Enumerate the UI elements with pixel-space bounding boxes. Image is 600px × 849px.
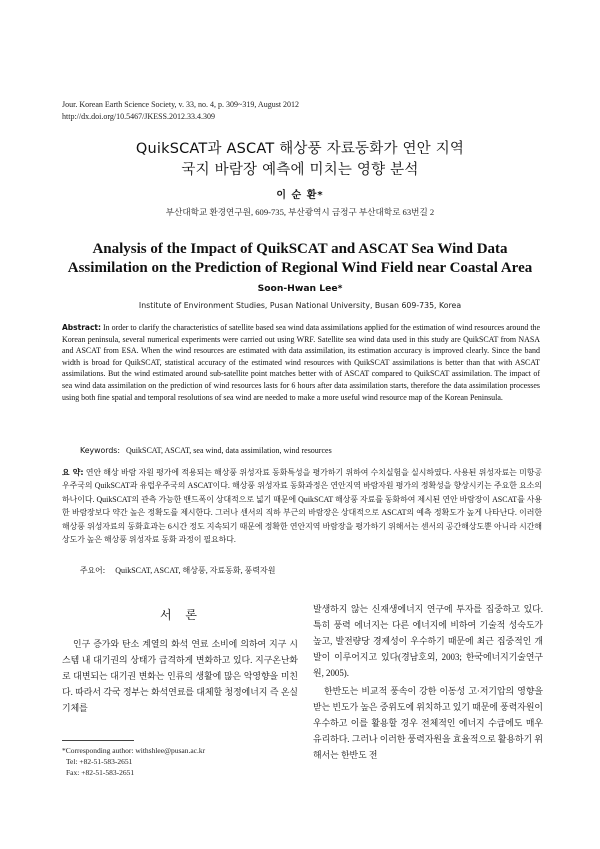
section-heading: 서 론 bbox=[160, 608, 202, 622]
korean-title-line1: QuikSCAT과 ASCAT 해상풍 자료동화가 연안 지역 bbox=[135, 141, 465, 157]
keywords-text: QuikSCAT, ASCAT, sea wind, data assimilation, wind resources bbox=[126, 446, 332, 455]
footnote-divider bbox=[62, 740, 134, 741]
korean-abstract bbox=[62, 466, 542, 546]
keywords bbox=[80, 446, 332, 455]
corresponding-author: *Corresponding author: withshlee@pusan.ac.kr bbox=[62, 746, 206, 755]
korean-title-line2: 국지 바람장 예측에 미치는 영향 분석 bbox=[181, 162, 419, 178]
intro-paragraph: 인구 증가와 탄소 계열의 화석 연료 소비에 의하여 지구 시스템 내 대기권의 상태가 급격하게 변화하고 있다. 지구온난화로 대변되는 대기권 변화는 인류의 생활에 많은 악영향을 미친다. 따라서 각국 정부는 화석연료를 대체할 청정에너지 즉 온실기체를 bbox=[62, 639, 298, 713]
telephone: Tel: +82-51-583-2651 bbox=[66, 757, 133, 766]
right-column bbox=[313, 601, 543, 763]
korean-keywords-text: QuikSCAT, ASCAT, 해상풍, 자료동화, 풍력자원 bbox=[115, 566, 276, 575]
journal-citation-line: Jour. Korean Earth Science Society, v. 33, no. 4, p. 309~319, August 2012 bbox=[62, 100, 300, 109]
journal-citation bbox=[62, 99, 299, 123]
keywords-label: Keywords: bbox=[80, 446, 120, 455]
korean-keywords-label: 주요어: bbox=[80, 566, 106, 575]
english-title-line2: Assimilation on the Prediction of Regional Wind Field near Coastal Area bbox=[67, 260, 533, 276]
footnote bbox=[62, 745, 205, 778]
left-column bbox=[62, 636, 298, 716]
fax: Fax: +82-51-583-2651 bbox=[66, 768, 135, 777]
abstract bbox=[62, 322, 540, 403]
english-affiliation: Institute of Environment Studies, Pusan National University, Busan 609-735, Korea bbox=[138, 301, 462, 310]
abstract-text: In order to clarify the characteristics of satellite based sea wind data assimilations applied for the estimation of wind resources around the Korean peninsula, several numerical experiments were carried out using WRF. Satellite sea wind data used in this study are QuikSCAT from NASA and ASCAT from ESA. When the wind resources are estimated with data assimilation, its estimation accuracy is improved clearly. Since the band width is broad for QuikSCAT, statistical accuracy of the estimated wind resources with QuikSCAT assimilations is better than that with ASCAT assimilations. But the wind estimated around sub-satellite point matches better with of ASCAT compared to QuikSCAT assimilation. The impact of sea wind data assimilation on the prediction of wind resources lasts for 6 hours after data assimilation starts, therefore the data assimilation processes using both fine spatial and temporal resolutions of sea wind are needed to make a more useful wind resource map of the Korean Peninsula. bbox=[62, 323, 541, 402]
intro-paragraph-2: 한반도는 비교적 풍속이 강한 이동성 고·저기압의 영향을 받는 빈도가 높은 중위도에 위치하고 있기 때문에 풍력자원이 우수하고 이를 활용할 경우 전체적인 에너지 수급에도 매우 유리하다. 그러나 이러한 풍력자원을 효율적으로 활용하기 위해서는 한반도 전 bbox=[313, 686, 543, 760]
intro-continuation: 발생하지 않는 신재생에너지 연구에 투자를 집중하고 있다. 특히 풍력 에너지는 다른 에너지에 비하여 기술적 성숙도가 높고, 발전량당 경제성이 우수하기 때문에 최근 집중적인 개발이 이루어지고 있다(경남호외, 2003; 한국에너지기술연구원, 2005). bbox=[313, 604, 543, 678]
korean-abstract-text: 연안 해상 바람 자원 평가에 적용되는 해상풍 위성자료 동화특성을 평가하기 위하여 수치실험을 실시하였다. 사용된 위성자료는 미항공우주국의 QuikSCAT과 유럽우주국의 ASCAT이다. 해상풍 위성자료 동화과정은 연안지역 바람자원 평가의 정확성을 향상시키는 주요한 요소의 하나이다. QuikSCAT의 관측 가능한 밴드폭이 상대적으로 넓기 때문에 QuikSCAT 해상풍 자료를 동화하여 제시된 연안 바람장이 ASCAT를 사용한 바람장보다 약간 높은 정확도를 제시한다. 그러나 센서의 직하 부근의 바람장은 상대적으로 ASCAT의 예측 정확도가 높게 나타난다. 이러한 해상풍 위성자료의 동화효과는 6시간 정도 지속되기 때문에 정확한 연안지역 바람장을 평가하기 위해서는 센서의 공간해상도뿐 아니라 시간해상도가 높은 해상풍 위성자료 동화 과정이 필요하다. bbox=[62, 468, 543, 545]
korean-keywords bbox=[80, 565, 276, 576]
english-title-line1: Analysis of the Impact of QuikSCAT and ASCAT Sea Wind Data bbox=[92, 241, 508, 257]
korean-author: 이 순 환* bbox=[276, 190, 324, 201]
korean-abstract-label: 요 약: bbox=[62, 468, 84, 477]
abstract-label: Abstract: bbox=[62, 323, 102, 332]
english-author: Soon-Hwan Lee* bbox=[257, 283, 343, 294]
korean-affiliation: 부산대학교 환경연구원, 609-735, 부산광역시 금정구 부산대학로 63번길 2 bbox=[165, 207, 435, 217]
doi-link[interactable]: http://dx.doi.org/10.5467/JKESS.2012.33.4.309 bbox=[62, 112, 215, 121]
